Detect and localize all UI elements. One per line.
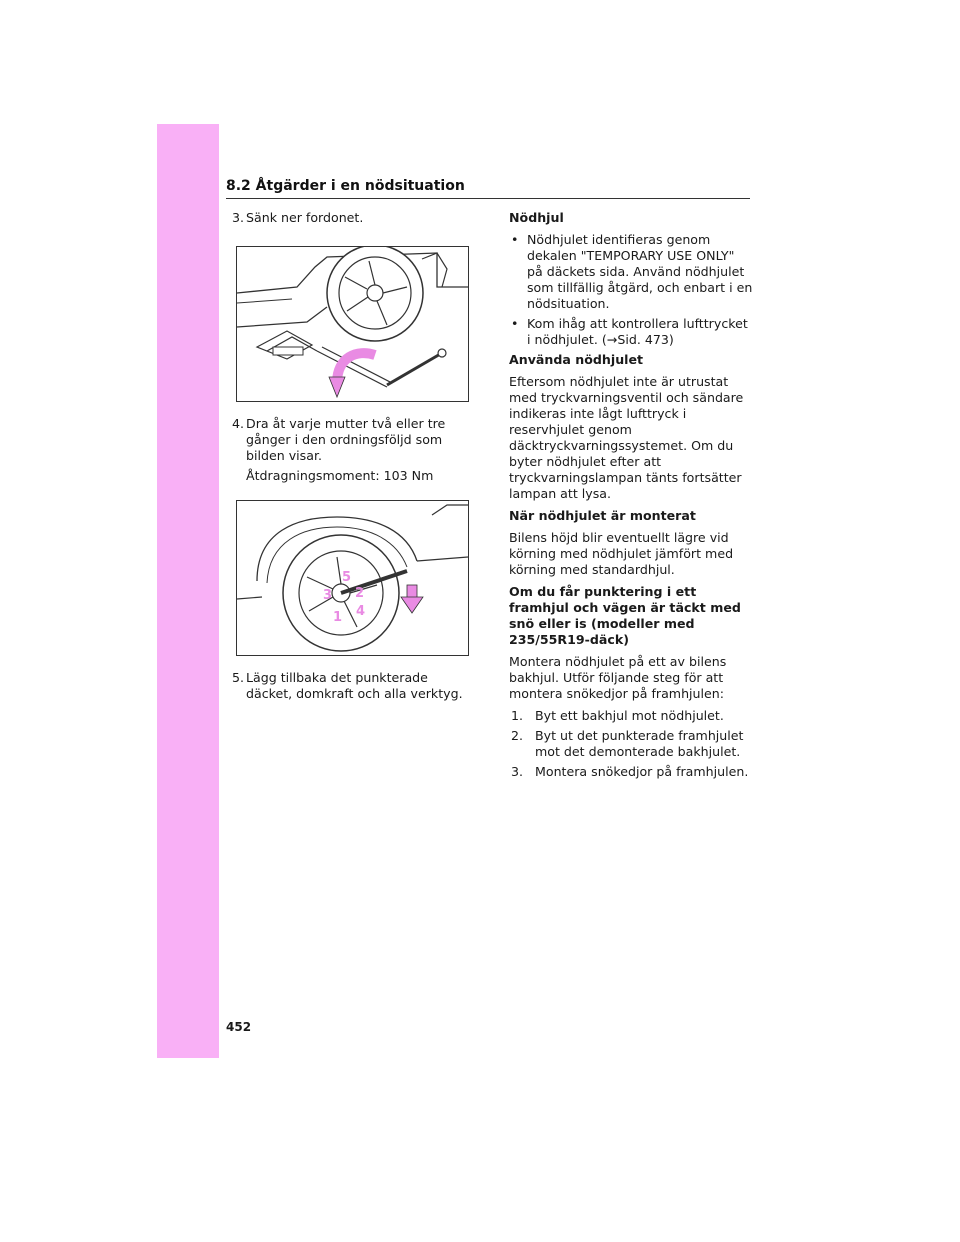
step-number: 1. bbox=[511, 708, 524, 723]
step-number: 4. bbox=[232, 416, 245, 431]
section-divider bbox=[226, 198, 750, 199]
nut-label-2: 2 bbox=[355, 586, 365, 601]
heading-anvanda: Använda nödhjulet bbox=[509, 352, 644, 367]
snow-chain-steps bbox=[509, 708, 754, 780]
heading-punktering: Om du får punktering i ett framhjul och vägen är täckt med snö eller is (modeller med 235/55R19-däck) bbox=[509, 584, 741, 647]
step-number: 5. bbox=[232, 670, 245, 685]
step-text: Montera snökedjor på framhjulen. bbox=[535, 764, 749, 779]
step-4 bbox=[232, 416, 477, 464]
step-text: Byt ett bakhjul mot nödhjulet. bbox=[535, 708, 724, 723]
bullet-item bbox=[509, 316, 754, 348]
list-item bbox=[511, 764, 754, 780]
page-ref-link[interactable]: Sid. 473) bbox=[617, 332, 674, 347]
lower-vehicle-illustration bbox=[236, 246, 469, 402]
nut-label-5: 5 bbox=[342, 570, 352, 585]
nut-label-4: 4 bbox=[356, 604, 366, 619]
list-item bbox=[511, 708, 754, 724]
step-5 bbox=[232, 670, 477, 702]
heading-monterat: När nödhjulet är monterat bbox=[509, 508, 696, 523]
list-item bbox=[511, 728, 754, 760]
tighten-nuts-illustration bbox=[236, 500, 469, 656]
step-text: Dra åt varje mutter två eller tre gånger i den ordningsföljd som bilden visar. bbox=[246, 416, 446, 463]
chapter-sidebar-tab bbox=[157, 124, 219, 1058]
step-number: 2. bbox=[511, 728, 524, 743]
step-5-block bbox=[232, 670, 477, 706]
right-column bbox=[509, 210, 754, 784]
heading-nodhjul: Nödhjul bbox=[509, 210, 564, 225]
page-number: 452 bbox=[226, 1020, 252, 1034]
section-title: 8.2 Åtgärder i en nödsituation bbox=[226, 178, 465, 194]
left-column bbox=[232, 210, 477, 230]
step-number: 3. bbox=[511, 764, 524, 779]
page-ref-arrow-icon: → bbox=[606, 332, 618, 347]
bullet-dot: • bbox=[511, 232, 519, 247]
step-4-block bbox=[232, 416, 477, 484]
step-text: Byt ut det punkterade framhjulet mot det demonterade bakhjulet. bbox=[535, 728, 744, 759]
bullet-text: Nödhjulet identifieras genom dekalen "TEMPORARY USE ONLY" på däckets sida. Använd nödhjulet som tillfällig åtgärd, och enbart i en nödsituation. bbox=[527, 232, 753, 311]
nut-label-1: 1 bbox=[333, 610, 343, 625]
step-3 bbox=[232, 210, 477, 226]
bullet-text: Kom ihåg att kontrollera lufttrycket i nödhjulet. ( bbox=[527, 316, 748, 347]
step-text: Sänk ner fordonet. bbox=[246, 210, 364, 225]
paragraph-punktering: Montera nödhjulet på ett av bilens bakhjul. Utför följande steg för att montera snökedjor på framhjulen: bbox=[509, 654, 727, 701]
step-text: Lägg tillbaka det punkterade däcket, domkraft och alla verktyg. bbox=[246, 670, 463, 701]
bullet-item bbox=[509, 232, 754, 312]
paragraph-monterat: Bilens höjd blir eventuellt lägre vid körning med nödhjulet jämfört med körning med standardhjul. bbox=[509, 530, 734, 577]
bullet-dot: • bbox=[511, 316, 519, 331]
paragraph-anvanda: Eftersom nödhjulet inte är utrustat med tryckvarningsventil och sändare indikeras inte lågt lufttryck i reservhjulet genom däcktryckvarningssystemet. Om du byter nödhjulet efter att tryckvarningslampan tänts fortsätter lampan att lysa. bbox=[509, 374, 744, 501]
step-number: 3. bbox=[232, 210, 245, 225]
nut-label-3: 3 bbox=[323, 588, 333, 603]
torque-spec: Åtdragningsmoment: 103 Nm bbox=[246, 468, 434, 483]
